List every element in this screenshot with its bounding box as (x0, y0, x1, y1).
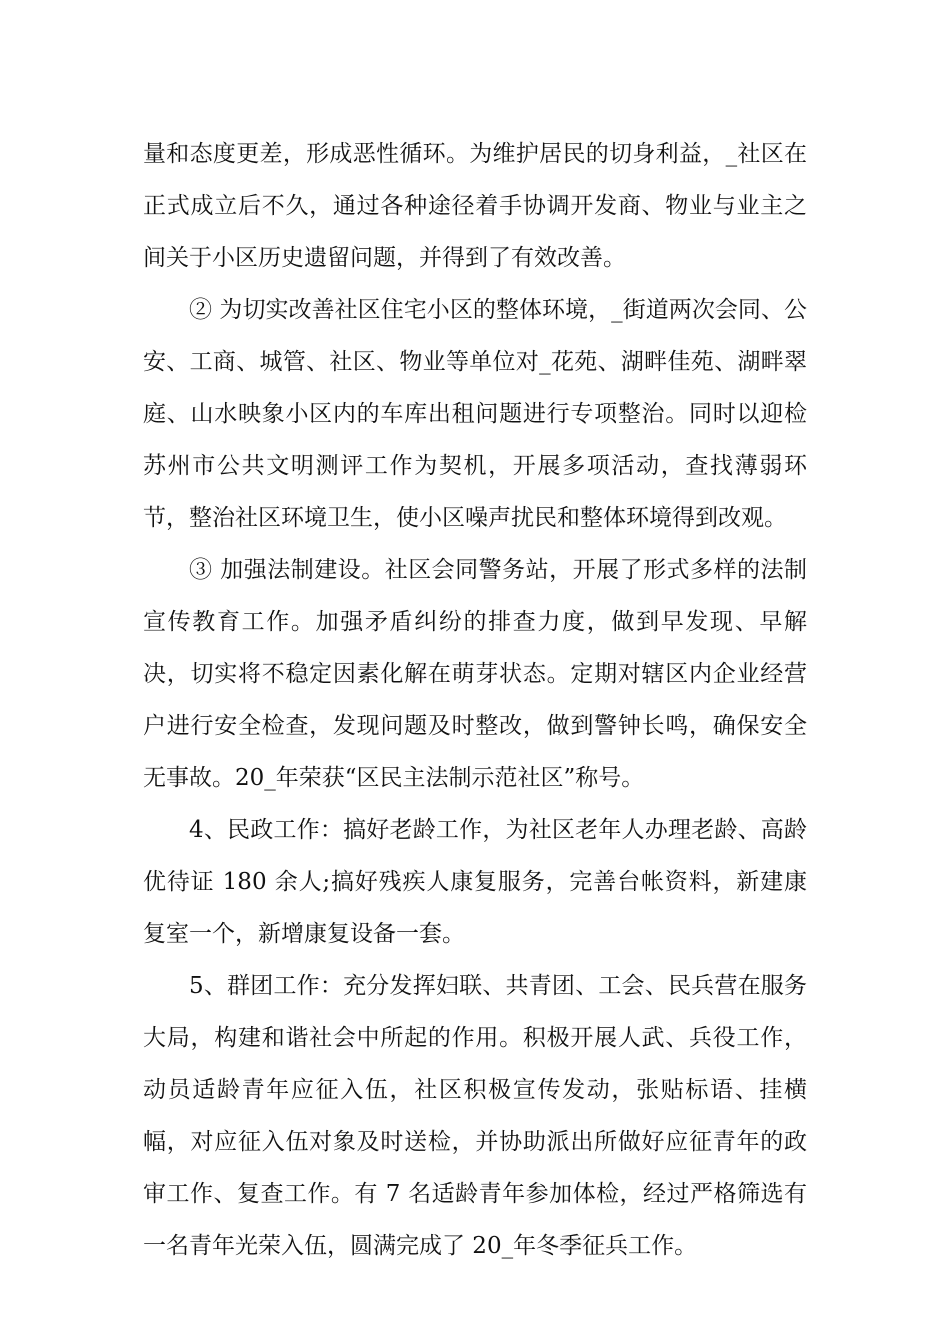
paragraph-3: ③ 加强法制建设。社区会同警务站，开展了形式多样的法制宣传教育工作。加强矛盾纠纷的排查力度，做到早发现、早解决，切实将不稳定因素化解在萌芽状态。定期对辖区内企业经营户进行安全检查，发现问题及时整改，做到警钟长鸣，确保安全无事故。20_年荣获“区民主法制示范社区”称号。 (143, 557, 807, 791)
document-body (143, 128, 807, 1272)
paragraph-5: 5、群团工作：充分发挥妇联、共青团、工会、民兵营在服务大局，构建和谐社会中所起的作用。积极开展人武、兵役工作，动员适龄青年应征入伍，社区积极宣传发动，张贴标语、挂横幅，对应征入伍对象及时送检，并协助派出所做好应征青年的政审工作、复查工作。有 7 名适龄青年参加体检，经过严格筛选有一名青年光荣入伍，圆满完成了 20_年冬季征兵工作。 (143, 973, 807, 1259)
paragraph-2: ② 为切实改善社区住宅小区的整体环境，_街道两次会同、公安、工商、城管、社区、物业等单位对_花苑、湖畔佳苑、湖畔翠庭、山水映象小区内的车库出租问题进行专项整治。同时以迎检苏州市公共文明测评工作为契机，开展多项活动，查找薄弱环节，整治社区环境卫生，使小区噪声扰民和整体环境得到改观。 (143, 297, 807, 531)
paragraph-1: 量和态度更差，形成恶性循环。为维护居民的切身利益，_社区在正式成立后不久，通过各种途径着手协调开发商、物业与业主之间关于小区历史遗留问题，并得到了有效改善。 (143, 141, 807, 271)
paragraph-4: 4、民政工作：搞好老龄工作，为社区老年人办理老龄、高龄优待证 180 余人;搞好残疾人康复服务，完善台帐资料，新建康复室一个，新增康复设备一套。 (143, 817, 807, 947)
